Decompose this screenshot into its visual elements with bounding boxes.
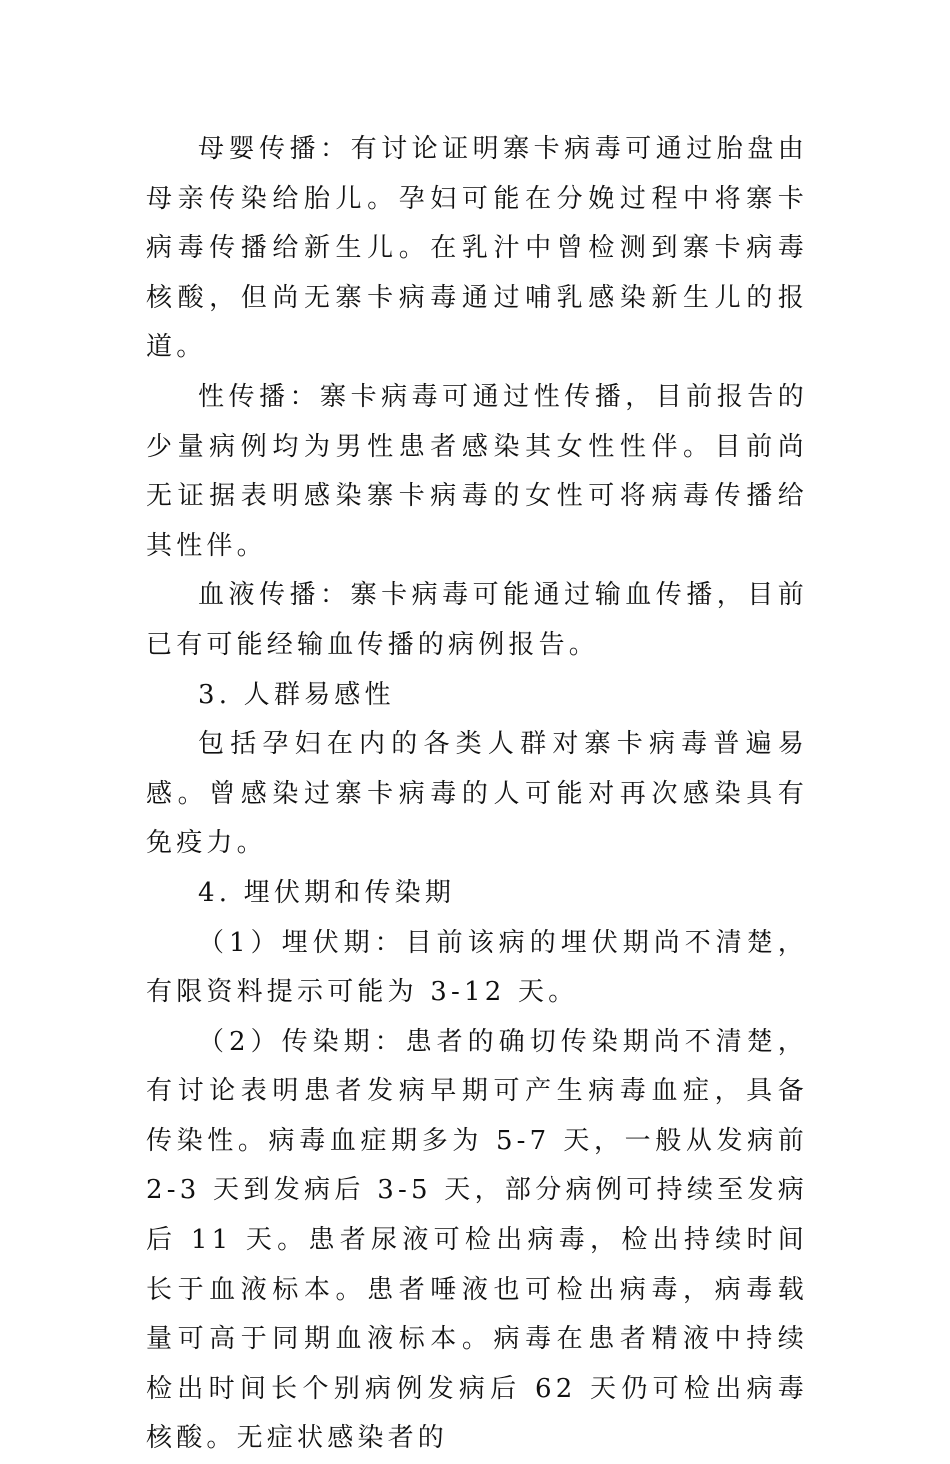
paragraph-infectious-period: （2）传染期：患者的确切传染期尚不清楚，有讨论表明患者发病早期可产生病毒血症，具备传染性。病毒血症期多为 5-7 天，一般从发病前 2-3 天到发病后 3-5 天，部分病例可持续至发病后 11 天。患者尿液可检出病毒，检出持续时间长于血液标本。患者唾液也可检出病毒，病毒载量可高于同期血液标本。病毒在患者精液中持续检出时间长个别病例发病后 62 天仍可检出病毒核酸。无症状感染者的 <box>146 1026 808 1454</box>
paragraph-mother-infant-transmission: 母婴传播：有讨论证明寨卡病毒可通过胎盘由母亲传染给胎儿。孕妇可能在分娩过程中将寨卡病毒传播给新生儿。在乳汁中曾检测到寨卡病毒核酸，但尚无寨卡病毒通过哺乳感染新生儿的报道。 <box>146 134 808 363</box>
paragraph-susceptibility: 包括孕妇在内的各类人群对寨卡病毒普遍易感。曾感染过寨卡病毒的人可能对再次感染具有免疫力。 <box>146 729 808 859</box>
section-heading-susceptibility: 3. 人群易感性 <box>198 679 395 710</box>
section-heading-incubation-infectious-period: 4. 埋伏期和传染期 <box>198 877 456 908</box>
paragraph-blood-transmission: 血液传播：寨卡病毒可能通过输血传播，目前已有可能经输血传播的病例报告。 <box>146 580 808 660</box>
document-page <box>146 125 808 1464</box>
paragraph-incubation-period: （1）埋伏期：目前该病的埋伏期尚不清楚，有限资料提示可能为 3-12 天。 <box>146 927 808 1008</box>
paragraph-sexual-transmission: 性传播：寨卡病毒可通过性传播，目前报告的少量病例均为男性患者感染其女性性伴。目前尚无证据表明感染寨卡病毒的女性可将病毒传播给其性伴。 <box>146 381 808 561</box>
